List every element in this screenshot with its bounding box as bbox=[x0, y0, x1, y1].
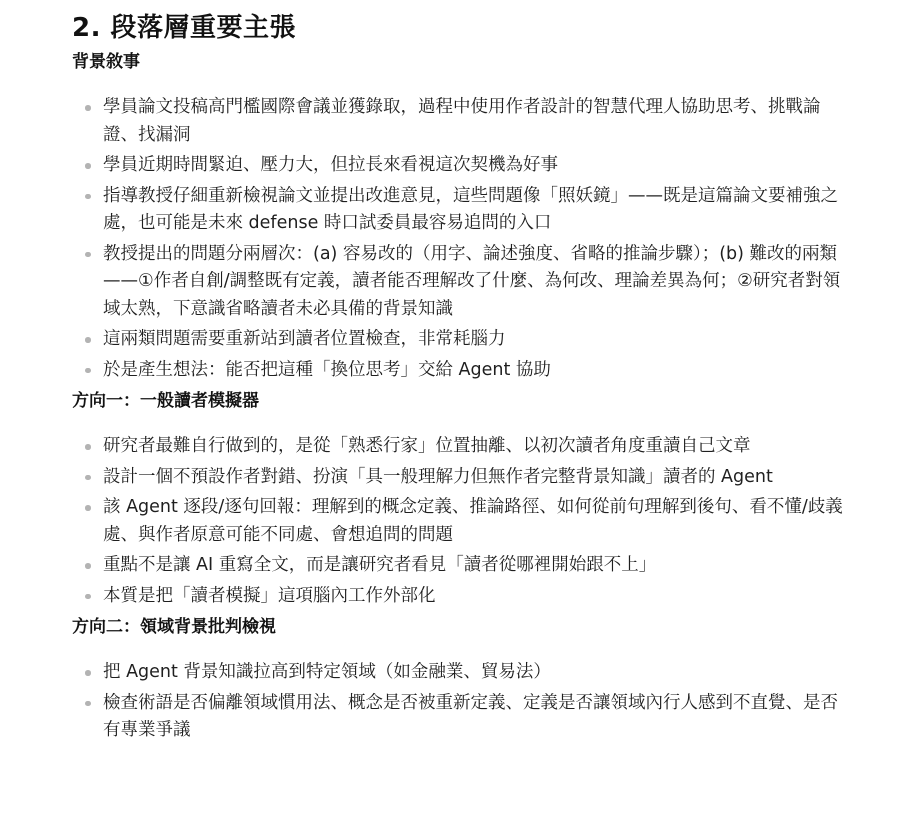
list-item: 把 Agent 背景知識拉高到特定領域（如金融業、貿易法） bbox=[72, 659, 852, 687]
document-content bbox=[72, 8, 852, 748]
list-background bbox=[72, 94, 852, 384]
list-item: 本質是把「讀者模擬」這項腦內工作外部化 bbox=[72, 583, 852, 611]
heading-background: 背景敘事 bbox=[72, 52, 140, 72]
list-item: 指導教授仔細重新檢視論文並提出改進意見，這些問題像「照妖鏡」——既是這篇論文要補強之處，也可能是未來 defense 時口試委員最容易追問的入口 bbox=[72, 183, 852, 238]
heading-direction-one: 方向一：一般讀者模擬器 bbox=[72, 391, 259, 411]
list-direction-one bbox=[72, 433, 852, 610]
list-item: 研究者最難自行做到的，是從「熟悉行家」位置抽離、以初次讀者角度重讀自己文章 bbox=[72, 433, 852, 461]
list-direction-two bbox=[72, 659, 852, 745]
list-item: 於是產生想法：能否把這種「換位思考」交給 Agent 協助 bbox=[72, 357, 852, 385]
list-item: 學員論文投稿高門檻國際會議並獲錄取，過程中使用作者設計的智慧代理人協助思考、挑戰論證、找漏洞 bbox=[72, 94, 852, 149]
heading-direction-two: 方向二：領域背景批判檢視 bbox=[72, 617, 276, 637]
list-item: 重點不是讓 AI 重寫全文，而是讓研究者看見「讀者從哪裡開始跟不上」 bbox=[72, 552, 852, 580]
list-item: 設計一個不預設作者對錯、扮演「具一般理解力但無作者完整背景知識」讀者的 Agent bbox=[72, 464, 852, 492]
list-item: 學員近期時間緊迫、壓力大，但拉長來看視這次契機為好事 bbox=[72, 152, 852, 180]
list-item: 該 Agent 逐段/逐句回報：理解到的概念定義、推論路徑、如何從前句理解到後句、看不懂/歧義處、與作者原意可能不同處、會想追問的問題 bbox=[72, 494, 852, 549]
list-item: 檢查術語是否偏離領域慣用法、概念是否被重新定義、定義是否讓領域內行人感到不直覺、是否有專業爭議 bbox=[72, 690, 852, 745]
section-title: 2. 段落層重要主張 bbox=[72, 13, 297, 43]
list-item: 這兩類問題需要重新站到讀者位置檢查，非常耗腦力 bbox=[72, 326, 852, 354]
list-item: 教授提出的問題分兩層次：(a) 容易改的（用字、論述強度、省略的推論步驟）；(b) 難改的兩類——①作者自創/調整既有定義，讀者能否理解改了什麼、為何改、理論差異為何；②研究者對領域太熟，下意識省略讀者未必具備的背景知識 bbox=[72, 241, 852, 324]
